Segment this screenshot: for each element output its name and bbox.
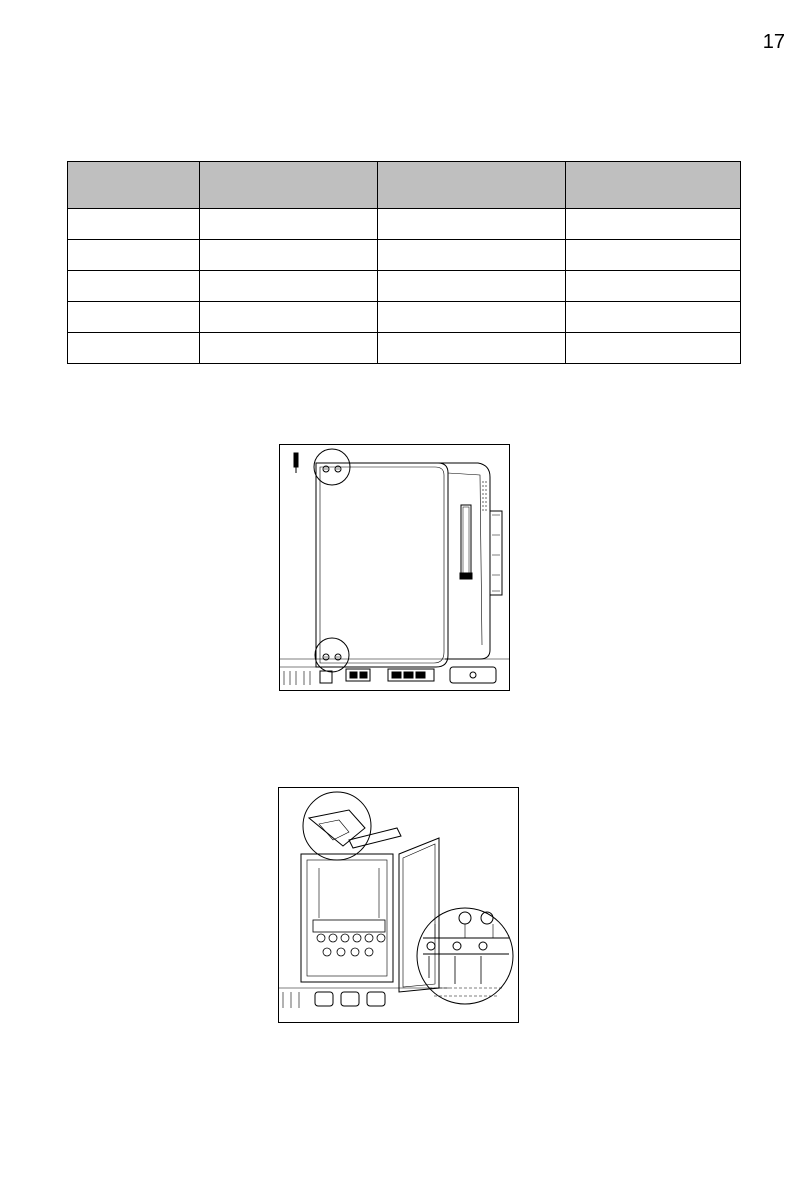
- table-cell: [566, 271, 741, 302]
- table-cell: [566, 333, 741, 364]
- inverter-front-screws-figure: [279, 444, 510, 691]
- table-header-cell: [378, 162, 566, 209]
- table-cell: [68, 240, 200, 271]
- table-cell: [68, 302, 200, 333]
- table-row: [68, 302, 741, 333]
- table-cell: [378, 209, 566, 240]
- table-row: [68, 209, 741, 240]
- table-cell: [566, 240, 741, 271]
- table-cell: [68, 209, 200, 240]
- table-cell: [378, 302, 566, 333]
- table-header-cell: [68, 162, 200, 209]
- table-row: [68, 240, 741, 271]
- table-cell: [200, 333, 378, 364]
- table-row: [68, 333, 741, 364]
- table-header-cell: [566, 162, 741, 209]
- table-row: [68, 271, 741, 302]
- table-cell: [378, 333, 566, 364]
- table-cell: [566, 209, 741, 240]
- inverter-open-cover-drawing: [279, 788, 518, 1022]
- table-cell: [378, 240, 566, 271]
- table-cell: [200, 302, 378, 333]
- table-cell: [68, 333, 200, 364]
- spec-table: [67, 161, 741, 364]
- table-cell: [200, 240, 378, 271]
- inverter-front-drawing: [280, 445, 509, 690]
- table-cell: [200, 209, 378, 240]
- table-cell: [68, 271, 200, 302]
- table-cell: [566, 302, 741, 333]
- table-header-row: [68, 162, 741, 209]
- table-cell: [378, 271, 566, 302]
- page-number: 17: [762, 31, 785, 53]
- inverter-open-cover-detail-figure: [278, 787, 519, 1023]
- table-cell: [200, 271, 378, 302]
- table-header-cell: [200, 162, 378, 209]
